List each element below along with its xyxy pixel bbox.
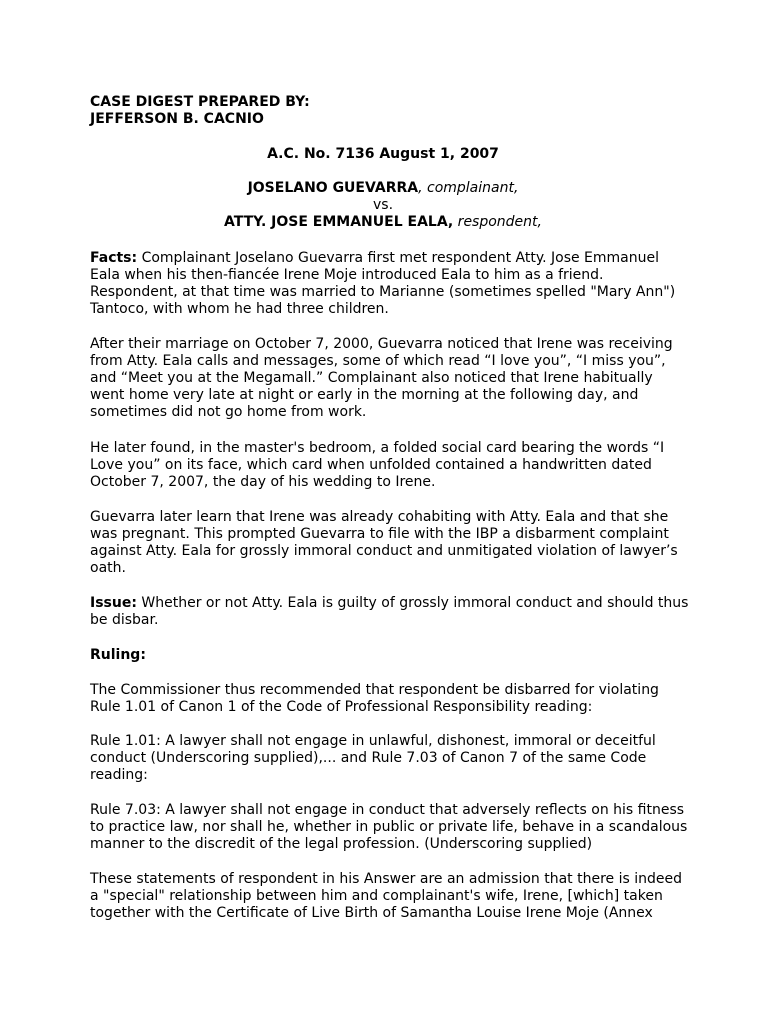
ruling-paragraph-2: Rule 1.01: A lawyer shall not engage in unlawful, dishonest, immoral or deceitful conduct (Underscoring supplied),... and Rule 7.03 of Canon 7 of the same Code reading:: [90, 733, 656, 783]
versus-line: vs.: [372, 197, 394, 213]
issue-text: Whether or not Atty. Eala is guilty of grossly immoral conduct and should thus be disbar.: [90, 595, 689, 628]
respondent-line: [90, 214, 676, 231]
ruling-paragraph-1: The Commissioner thus recommended that respondent be disbarred for violating Rule 1.01 of Canon 1 of the Code of Professional Responsibility reading:: [90, 682, 659, 715]
case-parties: [90, 180, 676, 231]
issue-paragraph: [90, 595, 690, 629]
facts-paragraph-3: He later found, in the master's bedroom, a folded social card bearing the words “I Love you” on its face, which card when unfolded contained a handwritten dated October 7, 2007, the day of his wedding to Irene.: [90, 440, 665, 490]
facts-label: Facts:: [90, 250, 138, 266]
ruling-paragraph-3: Rule 7.03: A lawyer shall not engage in conduct that adversely reflects on his fitness to practice law, nor shall he, whether in public or private life, behave in a scandalous manner to the discredit of the legal profession. (Underscoring supplied): [90, 802, 688, 852]
author-name: JEFFERSON B. CACNIO: [90, 111, 264, 127]
prepared-by-heading: [90, 94, 690, 128]
respondent-name: ATTY. JOSE EMMANUEL EALA,: [223, 214, 454, 230]
facts-text-1: Complainant Joselano Guevarra first met respondent Atty. Jose Emmanuel Eala when his then-fiancée Irene Moje introduced Eala to him as a friend. Respondent, at that time was married to Marianne (sometimes spelled "Mary Ann") Tantoco, with whom he had three children.: [90, 250, 676, 317]
complainant-role: , complainant,: [418, 180, 519, 196]
facts-paragraph-4: Guevarra later learn that Irene was already cohabiting with Atty. Eala and that she was pregnant. This prompted Guevarra to file with the IBP a disbarment complaint against Atty. Eala for grossly immoral conduct and unmitigated violation of lawyer’s oath.: [90, 509, 678, 576]
ruling-heading: Ruling:: [90, 647, 146, 663]
complainant-line: [90, 180, 676, 197]
case-number-date: A.C. No. 7136 August 1, 2007: [267, 146, 499, 162]
facts-paragraph-2: After their marriage on October 7, 2000, Guevarra noticed that Irene was receiving from Atty. Eala calls and messages, some of which read “I love you”, “I miss you”, and “Meet you at the Megamall.” Complainant also noticed that Irene habitually went home very late at night or early in the morning at the following day, and sometimes did not go home from work.: [90, 336, 673, 420]
complainant-name: JOSELANO GUEVARRA: [247, 180, 419, 196]
facts-paragraph-1: [90, 250, 690, 318]
issue-label: Issue:: [90, 595, 137, 611]
respondent-role: respondent,: [453, 214, 542, 230]
prepared-by-label: CASE DIGEST PREPARED BY:: [90, 94, 310, 110]
ruling-paragraph-4: These statements of respondent in his Answer are an admission that there is indeed a "special" relationship between him and complainant's wife, Irene, [which] taken together with the Certificate of Live Birth of Samantha Louise Irene Moje (Annex: [90, 871, 683, 921]
